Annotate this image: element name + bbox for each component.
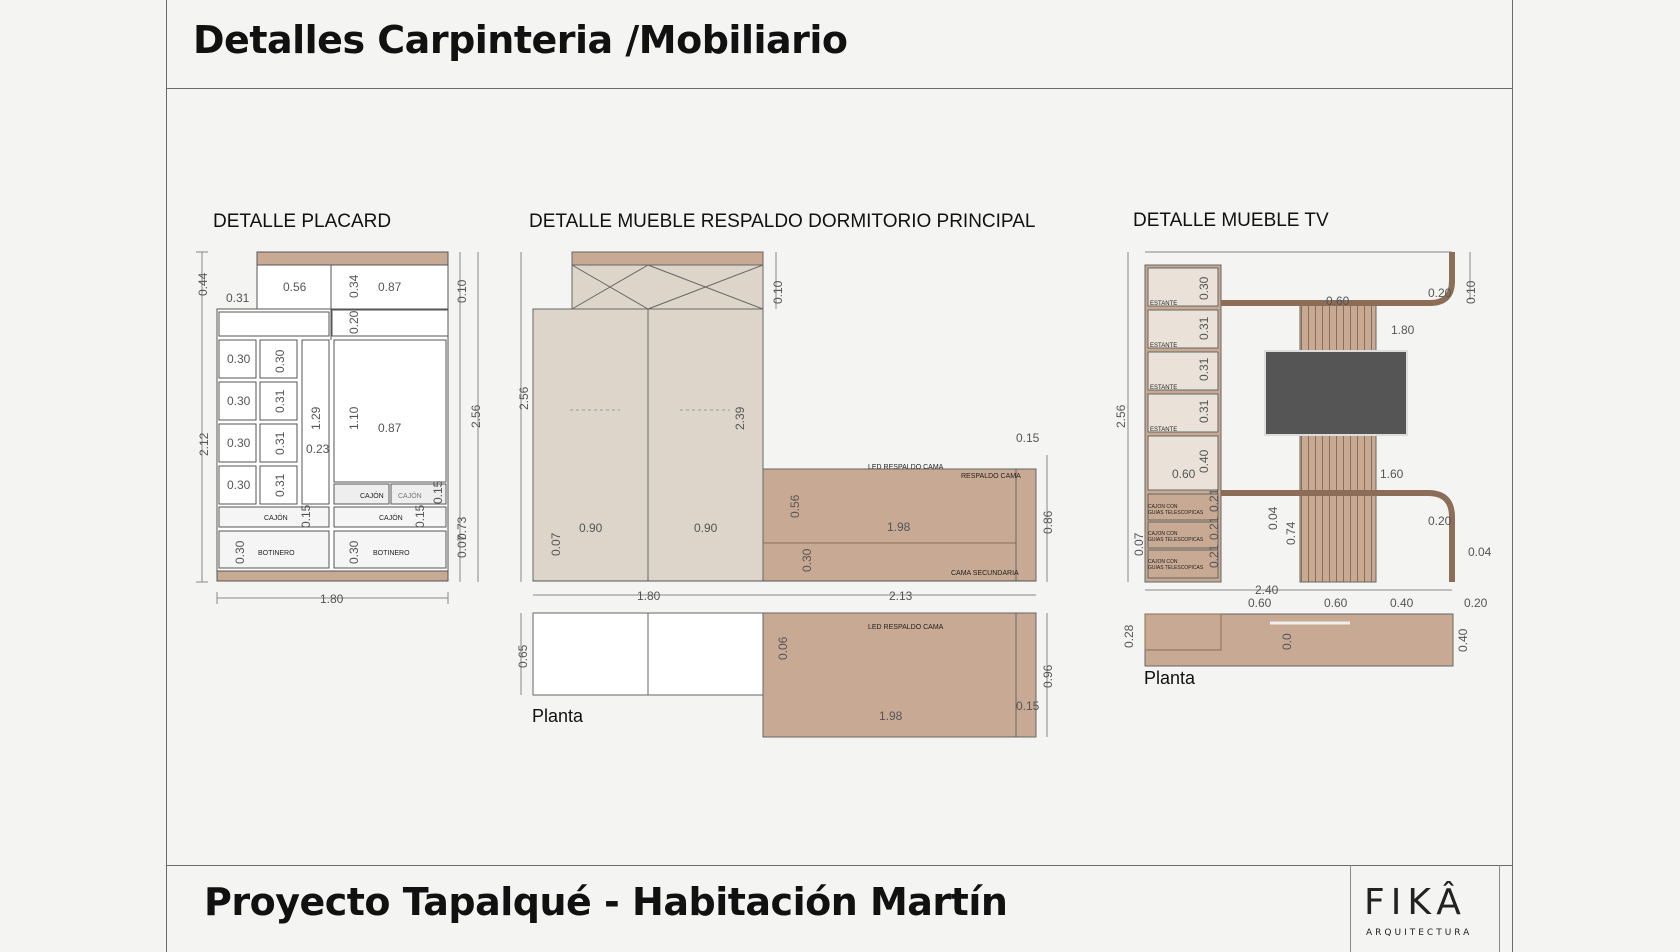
tv-dim-h074: 0.74 (1284, 521, 1298, 545)
respaldo-bed-side (1016, 469, 1036, 581)
tv-dim-h00: 0.0 (1280, 633, 1294, 650)
tv-title: DETALLE MUEBLE TV (1133, 210, 1329, 231)
tv-estante-3: ESTANTE (1150, 385, 1178, 391)
tv-guias-2: GUIAS TELESCOPICAS (1148, 537, 1204, 543)
placard-cajon-small-2: CAJÓN (398, 493, 422, 500)
tv-guias-3: GUIAS TELESCOPICAS (1148, 565, 1204, 571)
respaldo-dim-w090a: 0.90 (579, 521, 603, 535)
placard-dim-s030b: 0.30 (227, 394, 251, 408)
placard-dim-h044: 0.44 (196, 272, 210, 296)
tv-dim-h004b: 0.04 (1468, 545, 1492, 559)
placard-dim-h256: 2.56 (469, 404, 483, 428)
tv-dim-v040: 0.40 (1197, 449, 1211, 473)
respaldo-dim-h065: 0.65 (516, 644, 530, 668)
tv-dim-v021a: 0.21 (1207, 488, 1221, 512)
project-title: Proyecto Tapalqué - Habitación Martín (204, 880, 1008, 924)
tv-dim-w160: 1.60 (1380, 467, 1404, 481)
tv-dim-h004a: 0.04 (1266, 506, 1280, 530)
placard-dim-h010: 0.10 (455, 279, 469, 303)
respaldo-dim-w213: 2.13 (889, 589, 913, 603)
placard-dim-v031c: 0.31 (273, 473, 287, 497)
placard-dim-s030a: 0.30 (227, 352, 251, 366)
tv-dim-w060d: 0.60 (1324, 596, 1348, 610)
respaldo-dim-w090b: 0.90 (694, 521, 718, 535)
placard-dim-h034: 0.34 (347, 274, 361, 298)
placard-dim-h007: 0.07 (455, 534, 469, 558)
placard-title: DETALLE PLACARD (213, 211, 392, 232)
placard-dim-h129: 1.29 (309, 406, 323, 430)
placard-dim-h015a: 0.15 (299, 504, 313, 528)
respaldo-cama-label: CAMA SECUNDARIA (951, 570, 1019, 577)
placard-cajon-right: CAJÓN (379, 515, 403, 522)
placard-botinero-right-label: BOTINERO (373, 550, 410, 557)
tv-dim-w240: 2.40 (1255, 583, 1279, 597)
respaldo-dim-h015a: 0.15 (1016, 431, 1040, 445)
tv-dim-h028: 0.28 (1122, 624, 1136, 648)
respaldo-top-panel (572, 265, 763, 309)
placard-dim-v031a: 0.31 (273, 389, 287, 413)
tv-cajon-3: CAJON CON (1148, 559, 1178, 565)
placard-dim-h030a: 0.30 (233, 540, 247, 564)
tv-estante-2: ESTANTE (1150, 343, 1178, 349)
respaldo-dim-h006: 0.06 (776, 636, 790, 660)
tv-dim-v021c: 0.21 (1207, 544, 1221, 568)
tv-dim-w020: 0.20 (1464, 596, 1488, 610)
placard-cajon-left: CAJÓN (264, 515, 288, 522)
respaldo-panel-right (648, 309, 763, 581)
respaldo-respaldo-label: RESPALDO CAMA (961, 473, 1021, 480)
respaldo-dim-h010: 0.10 (771, 280, 785, 304)
respaldo-title: DETALLE MUEBLE RESPALDO DORMITORIO PRINCIPAL (529, 211, 1036, 232)
respaldo-planta-mid (648, 613, 763, 695)
tv-dim-v021b: 0.21 (1207, 516, 1221, 540)
placard-dim-w087a: 0.87 (378, 280, 402, 294)
placard-botinero-left-label: BOTINERO (258, 550, 295, 557)
placard-dim-h073: 0.73 (455, 516, 469, 540)
placard-dim-h020: 0.20 (347, 310, 361, 334)
tv-dim-w040: 0.40 (1390, 596, 1414, 610)
respaldo-dim-h015b: 0.15 (1016, 699, 1040, 713)
respaldo-drawing (521, 252, 1047, 737)
respaldo-dim-h086: 0.86 (1041, 510, 1055, 534)
placard-dim-h015c: 0.15 (431, 480, 445, 504)
placard-cajon-small-1: CAJÓN (360, 493, 384, 500)
tv-dim-w060b: 0.60 (1172, 467, 1196, 481)
tv-dim-r020a: 0.20 (1428, 286, 1452, 300)
placard-dim-h212: 2.12 (197, 432, 211, 456)
respaldo-dim-w198b: 1.98 (879, 709, 903, 723)
sheet-title: Detalles Carpinteria /Mobiliario (193, 18, 848, 62)
placard-dim-w023: 0.23 (306, 442, 330, 456)
tv-estante-1: ESTANTE (1150, 301, 1178, 307)
tv-planta-side (1145, 614, 1221, 650)
placard-dim-h015b: 0.15 (413, 504, 427, 528)
tv-slat-wall (1300, 303, 1376, 582)
tv-dim-h010: 0.10 (1464, 280, 1478, 304)
tv-dim-h007: 0.07 (1132, 532, 1146, 556)
placard-dim-v031b: 0.31 (273, 431, 287, 455)
placard-dim-h110: 1.10 (347, 406, 361, 430)
placard-dim-s030d: 0.30 (227, 478, 251, 492)
tv-drawing (1128, 252, 1470, 666)
respaldo-dim-h007: 0.07 (549, 532, 563, 556)
logo-subtitle: ARQUITECTURA (1366, 928, 1473, 938)
placard-top-band (257, 252, 448, 265)
placard-dim-w087b: 0.87 (378, 421, 402, 435)
placard-dim-v030: 0.30 (273, 349, 287, 373)
respaldo-planta-side (1016, 613, 1036, 737)
tv-dim-v031a: 0.31 (1197, 316, 1211, 340)
respaldo-planta-led-label: LED RESPALDO CAMA (868, 624, 944, 631)
tv-planta-label: Planta (1144, 668, 1196, 688)
tv-screen (1265, 351, 1407, 435)
placard-dim-w031: 0.31 (226, 291, 250, 305)
tv-cajon-2: CAJON CON (1148, 531, 1178, 537)
respaldo-dim-w198a: 1.98 (887, 520, 911, 534)
tv-dim-v031c: 0.31 (1197, 399, 1211, 423)
respaldo-dim-h056: 0.56 (788, 494, 802, 518)
tv-dim-r020b: 0.20 (1428, 514, 1452, 528)
tv-cajon-1: CAJON CON (1148, 504, 1178, 510)
respaldo-dim-w180: 1.80 (637, 589, 661, 603)
tv-dim-h256: 2.56 (1114, 404, 1128, 428)
placard-dim-w180: 1.80 (320, 592, 344, 606)
tv-dim-v031b: 0.31 (1197, 357, 1211, 381)
placard-dim-s030c: 0.30 (227, 436, 251, 450)
respaldo-dim-h096: 0.96 (1041, 664, 1055, 688)
placard-left-shelf (219, 312, 329, 336)
placard-dim-w056: 0.56 (283, 280, 307, 294)
respaldo-planta-left (533, 613, 648, 695)
tv-guias-1: GUIAS TELESCOPICAS (1148, 510, 1204, 516)
tv-estante-4: ESTANTE (1150, 427, 1178, 433)
fika-logo: FIKÂ (1364, 882, 1467, 923)
tv-dim-w060c: 0.60 (1248, 596, 1272, 610)
respaldo-top-band (572, 252, 763, 265)
respaldo-dim-h256: 2.56 (517, 386, 531, 410)
respaldo-dim-h239: 2.39 (733, 406, 747, 430)
respaldo-dim-h030: 0.30 (800, 548, 814, 572)
respaldo-led-label: LED RESPALDO CAMA (868, 464, 944, 471)
placard-dim-h030b: 0.30 (347, 540, 361, 564)
tv-dim-w180: 1.80 (1391, 323, 1415, 337)
tv-dim-v030: 0.30 (1197, 276, 1211, 300)
placard-base (217, 571, 448, 581)
tv-dim-h040: 0.40 (1456, 628, 1470, 652)
tv-dim-w060a: 0.60 (1326, 294, 1350, 308)
respaldo-planta-label: Planta (532, 706, 584, 726)
